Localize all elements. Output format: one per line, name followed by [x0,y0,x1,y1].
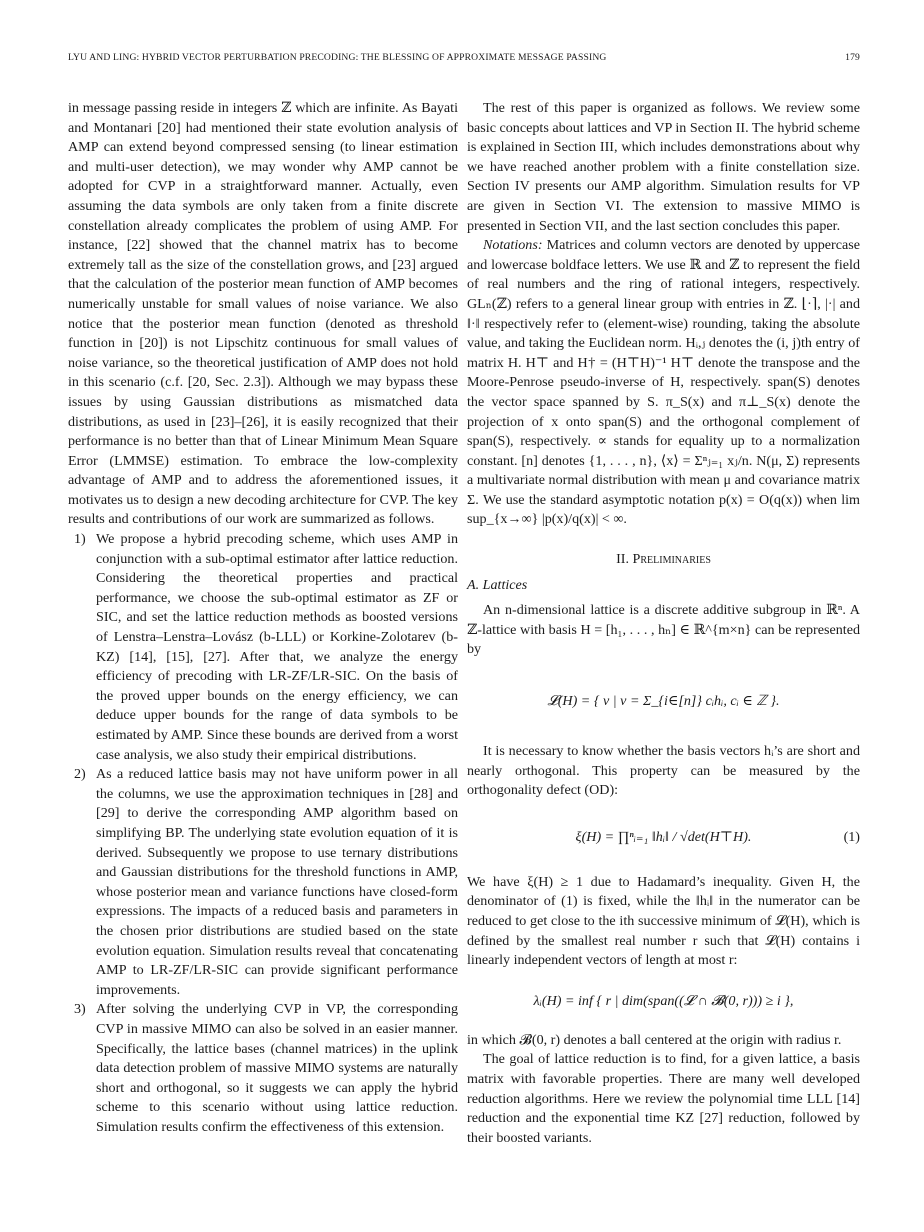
contribution-number: 3) [74,1001,86,1018]
lattice-paragraph: An n-dimensional lattice is a discrete additive subgroup in ℝⁿ. A ℤ-lattice with basis H = [h₁, . . . , hₙ] ∈ ℝ^{m×n} can be represented by [467,602,860,658]
left-column [68,99,458,1137]
od-equation: ξ(H) = ∏ⁿᵢ₌₁ ‖hᵢ‖ / √det(H⊤H). [575,828,752,845]
running-header [68,52,860,68]
hadamard-paragraph: We have ξ(H) ≥ 1 due to Hadamard’s inequality. Given H, the denominator of (1) is fixed, while the ‖hᵢ‖ in the numerator can be reduced to get close to the ith successive minimum of 𝓛(H), which is defined by the smallest real number r such that 𝓛(H) contains i linearly independent vectors of length at most r: [467,873,860,969]
lattice-equation: 𝓛(H) = { v | v = Σ_{i∈[n]} cᵢhᵢ, cᵢ ∈ ℤ }. [547,693,780,710]
section-heading [467,550,860,570]
contribution-item [68,765,458,1000]
equation-number: (1) [843,828,860,845]
contribution-number: 1) [74,531,86,548]
intro-paragraph: in message passing reside in integers ℤ which are infinite. As Bayati and Montanari [20] had mentioned their state evolution analysis of AMP can extend beyond compressed sensing (to linear estimation and multi-user detection), we may wonder why AMP cannot be adopted for CVP in a straightforward manner. Actually, even assuming the data symbols are only taken from a finite discrete constellation already complicates the problem of using AMP. For instance, [22] showed that the channel matrix has to become extremely tall as the size of the constellation grows, and [23] argued that the calculation of the posterior mean function of AMP becomes numerically unstable for small values of noise variance. We also notice that the posterior mean function (denoted as threshold function in [20]) is not Lipschitz continuous for small values of noise variance, so the theoretical justification of AMP does not hold in this scenario (c.f. [20, Sec. 2.3]). Although we may bypass these issues by using Gaussian distributions as mismatched data distributions, as used in [23]–[26], it is easily recognized that their performance is no better than that of Linear Minimum Mean Square Error (LMMSE) estimation. To embrace the low-complexity advantage of AMP and to address the aforementioned issues, it motivates us to design a new decoding architecture for CVP. The key results and contributions of our work are summarized as follows. [68,100,458,528]
contribution-text: As a reduced lattice basis may not have uniform power in all the columns, we use the approximation techniques in [28] and [29] to derive the corresponding AMP algorithm based on simplifying BP. The underlying state evolution equation of it is derived. Subsequently we propose to use ternary distributions and Gaussian distributions for the threshold functions in AMP, whose posterior mean and variance functions have closed-form expressions. The impacts of a reduced basis and parameters in the chosen prior distributions are studied based on the state evolution equation. Simulation results reveal that concatenating AMP to LR-ZF/LR-SIC can provide significant performance improvements. [96,766,458,998]
goal-paragraph: The goal of lattice reduction is to find, for a given lattice, a basis matrix with favorable properties. There are many well developed reduction algorithms. Here we review the polynomial time LLL [14] reduction and the exponential time KZ [27] reduction, followed by their boosted variants. [467,1051,860,1146]
contribution-text: We propose a hybrid precoding scheme, which uses AMP in conjunction with a sub-optimal estimator after lattice reduction. Considering the theoretical properties and practical performance, we choose the sub-optimal estimator as ZF or SIC, and set the lattice reduction methods as boosted versions of Lenstra–Lenstra–Lovász (b-LLL) or Korkine-Zolotarev (b-KZ) [14], [15], [27]. After that, we analyze the energy efficiency of precoding with LR-ZF/LR-SIC. On the basis of the proved upper bounds on the energy efficiency, we can deduce upper bounds for the range of data symbols to be estimated by AMP. Since these bounds are derived from a worst case analysis, we also study their empirical distributions. [96,531,458,763]
notations-label: Notations: [483,237,543,254]
ball-paragraph: in which 𝓑(0, r) denotes a ball centered at the origin with radius r. [467,1031,842,1048]
notations-paragraph [467,236,860,530]
section-number: II. [616,551,629,568]
contribution-text: After solving the underlying CVP in VP, the corresponding CVP in massive MIMO can also be solved in an easier manner. Specifically, the lattice bases (channel matrices) in the uplink data detection problem of massive MIMO systems are naturally short and orthogonal, so it suggests we can apply the hybrid scheme to this scenario without using lattice reduction. Simulation results confirm the effectiveness of this extension. [96,1001,458,1135]
od-paragraph: It is necessary to know whether the basis vectors hᵢ’s are short and nearly orthogonal. This property can be measured by the orthogonality defect (OD): [467,743,860,799]
running-title: LYU AND LING: HYBRID VECTOR PERTURBATION PRECODING: THE BLESSING OF APPROXIMATE MESSAGE PASSING [68,52,607,63]
notations-text: Matrices and column vectors are denoted by uppercase and lowercase boldface letters. We use ℝ and ℤ to represent the field of real numbers and the ring of rational integers, respectively. GLₙ(ℤ) refers to a general linear group with entries in ℤ. ⌊·⌉, |·| and ‖·‖ respectively refer to (element-wise) rounding, taking the absolute value, and taking the Euclidean norm. Hᵢ,ⱼ denotes the (i, j)th entry of matrix H. H⊤ and H† = (H⊤H)⁻¹ H⊤ denote the transpose and the Moore-Penrose pseudo-inverse of H, respectively. span(S) denotes the vector space spanned by S. π_S(x) and π⊥_S(x) denote the projection of x onto span(S) and the orthogonal complement of span(S), respectively. ∝ stands for equality up to a normalization constant. [n] denotes {1, . . . , n}, ⟨x⟩ = Σⁿⱼ₌₁ xⱼ/n. N(μ, Σ) represents a multivariate normal distribution with mean μ and covariance matrix Σ. We use the standard asymptotic notation p(x) = O(q(x)) when lim sup_{x→∞} |p(x)/q(x)| < ∞. [467,237,860,528]
organization-paragraph: The rest of this paper is organized as follows. We review some basic concepts about lattices and VP in Section II. The hybrid scheme is explained in Section III, which includes demonstrations about why we have reached another problem with a finite constellation size. Section IV presents our AMP algorithm. Simulation results for VP are given in Section VI. The extension to massive MIMO is presented in Section VII, and the last section concludes this paper. [467,100,860,234]
contribution-number: 2) [74,766,86,783]
od-equation-block [467,811,860,863]
page-number: 179 [845,52,860,63]
section-title: Preliminaries [632,551,711,568]
successive-minimum-equation: λᵢ(H) = inf { r | dim(span((𝓛 ∩ 𝓑(0, r))) ≥ i }, [533,992,794,1009]
contribution-item [68,530,458,765]
contributions-list [68,530,458,1137]
right-column [467,99,860,1148]
subsection-heading: A. Lattices [467,576,528,593]
contribution-item [68,1000,458,1137]
